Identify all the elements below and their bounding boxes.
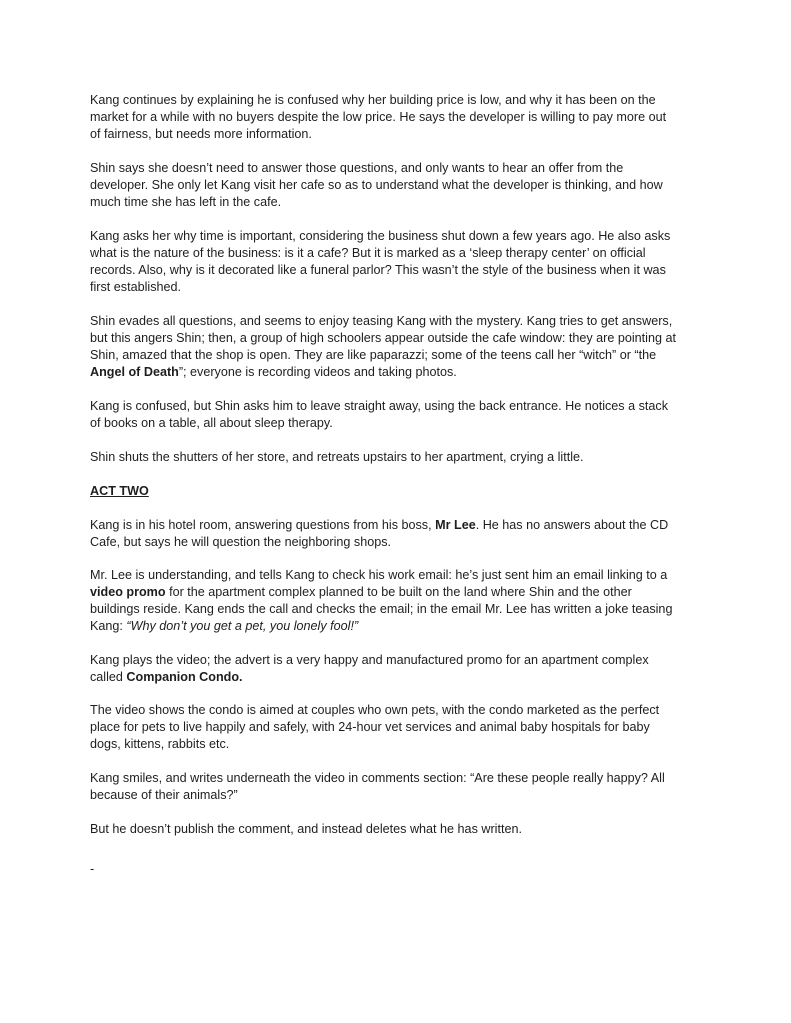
emphasized-text: Angel of Death: [90, 365, 179, 379]
text-run: buildings reside. Kang ends the call and checks the email; in the email Mr. Lee has written a joke teasing: [90, 602, 673, 616]
paragraph: [90, 702, 750, 753]
paragraph: [90, 861, 750, 878]
text-line: [90, 245, 750, 262]
text-line: [90, 177, 750, 194]
paragraph: [90, 517, 750, 551]
paragraph: [90, 652, 750, 686]
text-line: [90, 861, 750, 878]
paragraph: [90, 92, 750, 143]
text-run: what is the nature of the business: is it a cafe? But it is marked as a ‘sleep therapy center’ on official: [90, 246, 646, 260]
paragraph: [90, 313, 750, 381]
text-line: [90, 364, 750, 381]
paragraph: [90, 160, 750, 211]
text-run: Kang continues by explaining he is confused why her building price is low, and why it has been on the: [90, 93, 656, 107]
text-line: [90, 669, 750, 686]
text-run: Shin evades all questions, and seems to enjoy teasing Kang with the mystery. Kang tries to get answers,: [90, 314, 673, 328]
paragraph: [90, 770, 750, 804]
text-run: Kang:: [90, 619, 127, 633]
text-run: Kang is confused, but Shin asks him to leave straight away, using the back entrance. He notices a stack: [90, 399, 668, 413]
text-line: [90, 398, 750, 415]
text-run: place for pets to live happily and safely, with 24-hour vet services and animal baby hospitals for baby: [90, 720, 650, 734]
text-run: because of their animals?”: [90, 788, 238, 802]
emphasized-text: video promo: [90, 585, 166, 599]
text-run: Shin, amazed that the shop is open. They are like paparazzi; some of the teens call her “witch” or “the: [90, 348, 657, 362]
text-run: -: [90, 862, 95, 876]
text-line: [90, 736, 750, 753]
text-line: [90, 109, 750, 126]
text-line: [90, 415, 750, 432]
text-line: [90, 534, 750, 551]
text-run: market for a while with no buyers despite the low price. He says the developer is willing to pay more out: [90, 110, 667, 124]
text-line: [90, 262, 750, 279]
emphasized-text: Companion Condo.: [126, 670, 243, 684]
text-line: [90, 194, 750, 211]
emphasized-text: ACT TWO: [90, 484, 149, 498]
text-line: [90, 483, 750, 500]
text-line: [90, 618, 750, 635]
text-line: [90, 126, 750, 143]
text-run: much time she has left in the cafe.: [90, 195, 282, 209]
text-line: [90, 330, 750, 347]
text-line: [90, 584, 750, 601]
text-line: [90, 279, 750, 296]
text-run: Shin shuts the shutters of her store, and retreats upstairs to her apartment, crying a little.: [90, 450, 584, 464]
text-run: for the apartment complex planned to be built on the land where Shin and the other: [165, 585, 632, 599]
text-run: But he doesn’t publish the comment, and instead deletes what he has written.: [90, 822, 522, 836]
paragraph: [90, 228, 750, 296]
text-run: ”; everyone is recording videos and taking photos.: [178, 365, 457, 379]
text-line: [90, 517, 750, 534]
text-run: called: [90, 670, 127, 684]
text-run: Shin says she doesn’t need to answer those questions, and only wants to hear an offer from the: [90, 161, 624, 175]
text-run: of fairness, but needs more information.: [90, 127, 312, 141]
text-run: Kang is in his hotel room, answering questions from his boss,: [90, 518, 436, 532]
text-run: The video shows the condo is aimed at couples who own pets, with the condo marketed as the perfect: [90, 703, 660, 717]
text-run: developer. She only let Kang visit her cafe so as to understand what the developer is thinking, and how: [90, 178, 663, 192]
text-line: [90, 160, 750, 177]
text-run: records. Also, why is it decorated like a funeral parlor? This wasn’t the style of the business when it was: [90, 263, 666, 277]
text-run: Kang smiles, and writes underneath the video in comments section: “Are these people really happy? All: [90, 771, 665, 785]
text-run: first established.: [90, 280, 181, 294]
paragraph: [90, 398, 750, 432]
text-line: [90, 449, 750, 466]
text-run: Kang plays the video; the advert is a very happy and manufactured promo for an apartment complex: [90, 653, 649, 667]
text-run: Cafe, but says he will question the neighboring shops.: [90, 535, 392, 549]
text-line: [90, 347, 750, 364]
text-line: [90, 228, 750, 245]
text-line: [90, 821, 750, 838]
text-run: but this angers Shin; then, a group of high schoolers appear outside the cafe window: they are pointing at: [90, 331, 676, 345]
text-run: Mr. Lee is understanding, and tells Kang to check his work email: he’s just sent him an email linking to a: [90, 568, 668, 582]
text-line: [90, 567, 750, 584]
text-line: [90, 313, 750, 330]
emphasized-text: “Why don’t you get a pet, you lonely fool!”: [126, 619, 359, 633]
text-run: . He has no answers about the CD: [475, 518, 669, 532]
text-line: [90, 92, 750, 109]
text-line: [90, 770, 750, 787]
text-line: [90, 601, 750, 618]
emphasized-text: Mr Lee: [435, 518, 476, 532]
section-heading-act-two: [90, 483, 750, 500]
paragraph: [90, 567, 750, 635]
text-line: [90, 787, 750, 804]
paragraph: [90, 449, 750, 466]
text-line: [90, 719, 750, 736]
text-line: [90, 652, 750, 669]
text-run: of books on a table, all about sleep therapy.: [90, 416, 333, 430]
text-run: dogs, kittens, rabbits etc.: [90, 737, 230, 751]
text-line: [90, 702, 750, 719]
text-run: Kang asks her why time is important, considering the business shut down a few years ago. He also asks: [90, 229, 671, 243]
paragraph: [90, 821, 750, 838]
